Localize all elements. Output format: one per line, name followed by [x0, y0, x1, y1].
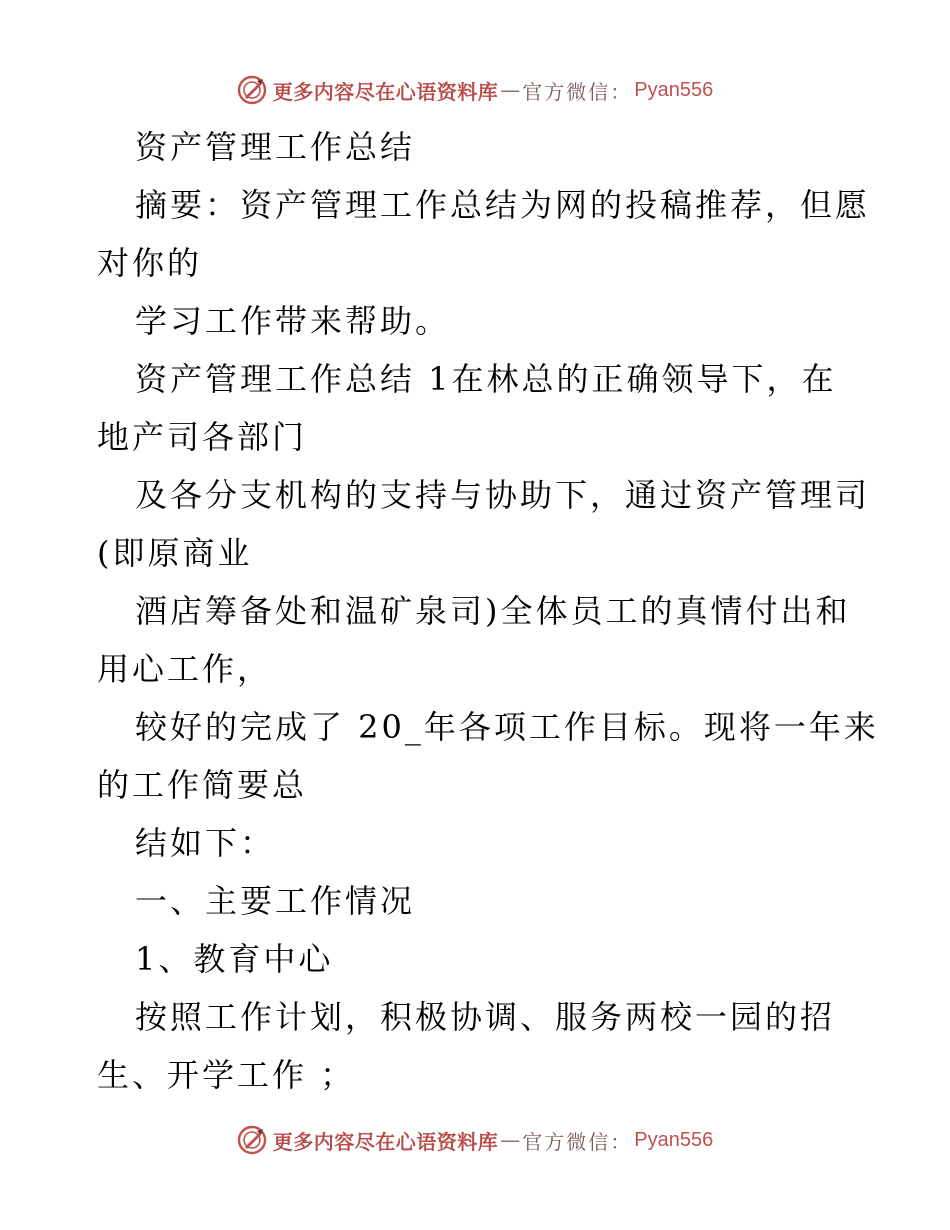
paragraph-line: 的工作简要总 [97, 766, 308, 804]
paragraph-line: 对你的 [97, 244, 203, 282]
paragraph-line: 生、开学工作 ； [97, 1056, 356, 1094]
paragraph-line: 酒店筹备处和温矿泉司)全体员工的真情付出和 [135, 592, 851, 630]
banner-brand-text: 更多内容尽在心语资料库 [272, 79, 499, 104]
banner-brand-text: 更多内容尽在心语资料库 [272, 1129, 499, 1154]
footer-watermark-banner [0, 1120, 950, 1160]
paragraph-line: 及各分支机构的支持与协助下，通过资产管理司 [135, 476, 871, 514]
section-heading: 一、主要工作情况 [135, 882, 416, 920]
banner-official-label: 官方微信： [522, 1129, 633, 1154]
document-title: 资产管理工作总结 [135, 128, 416, 166]
paragraph-line: 摘要：资产管理工作总结为网的投稿推荐，但愿 [135, 186, 871, 224]
quill-logo-icon [237, 75, 267, 105]
paragraph-line: 较好的完成了 20_年各项工作目标。现将一年来 [135, 708, 879, 746]
subsection-heading: 1、教育中心 [135, 940, 334, 978]
paragraph-line: 地产司各部门 [97, 418, 308, 456]
paragraph-line: 按照工作计划，积极协调、服务两校一园的招 [135, 998, 836, 1036]
paragraph-line: (即原商业 [97, 534, 253, 572]
banner-wechat-id: Pyan556 [634, 78, 714, 101]
banner-official-label: 官方微信： [522, 79, 633, 104]
banner-separator: — [500, 78, 521, 102]
paragraph-line: 结如下： [135, 824, 276, 862]
banner-wechat-id: Pyan556 [634, 1128, 714, 1151]
quill-logo-icon [237, 1125, 267, 1155]
banner-separator: — [500, 1128, 521, 1152]
document-body [97, 118, 879, 1104]
header-watermark-banner [0, 70, 950, 110]
paragraph-line: 学习工作带来帮助。 [135, 302, 451, 340]
paragraph-line: 资产管理工作总结 1在林总的正确领导下，在 [135, 360, 837, 398]
paragraph-line: 用心工作， [97, 650, 273, 688]
